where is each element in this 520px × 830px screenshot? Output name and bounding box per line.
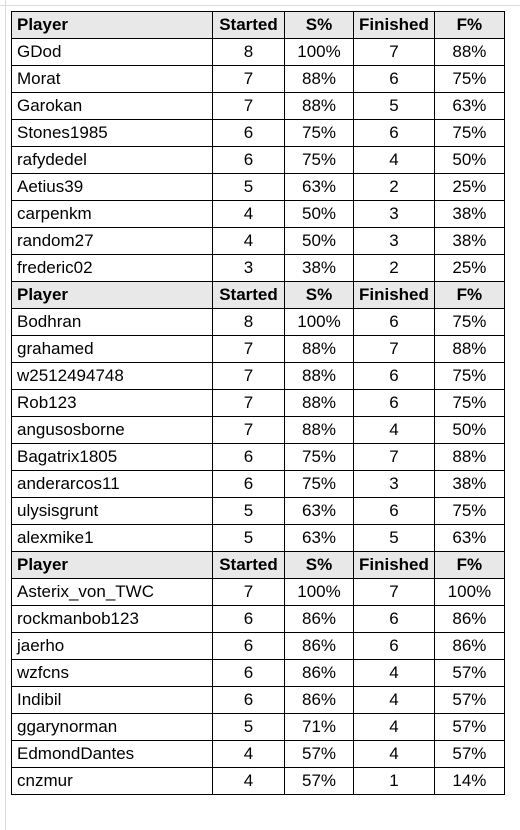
started-cell[interactable]: 4 — [213, 741, 285, 768]
table-row — [12, 498, 505, 525]
player-name-cell[interactable]: Rob123 — [12, 390, 213, 417]
finished-cell[interactable]: 3 — [354, 201, 435, 228]
header-s-pct[interactable]: S% — [285, 282, 354, 309]
header-f-pct[interactable]: F% — [434, 282, 504, 309]
header-f-pct[interactable]: F% — [434, 12, 504, 39]
finished-cell[interactable]: 7 — [354, 336, 435, 363]
s-pct-cell[interactable]: 75% — [285, 444, 354, 471]
s-pct-cell[interactable]: 75% — [285, 120, 354, 147]
header-started[interactable]: Started — [213, 552, 285, 579]
table-row — [12, 66, 505, 93]
s-pct-cell[interactable]: 63% — [285, 525, 354, 552]
finished-cell[interactable]: 5 — [354, 525, 435, 552]
sheet-gridline — [5, 0, 6, 830]
f-pct-cell[interactable]: 50% — [434, 417, 504, 444]
player-name-cell[interactable]: carpenkm — [12, 201, 213, 228]
s-pct-cell[interactable]: 75% — [285, 147, 354, 174]
player-name-cell[interactable]: jaerho — [12, 633, 213, 660]
f-pct-cell[interactable]: 100% — [434, 579, 504, 606]
player-name-cell[interactable]: Aetius39 — [12, 174, 213, 201]
s-pct-cell[interactable]: 88% — [285, 93, 354, 120]
player-name-cell[interactable]: cnzmur — [12, 768, 213, 795]
finished-cell[interactable]: 4 — [354, 687, 435, 714]
finished-cell[interactable]: 3 — [354, 228, 435, 255]
started-cell[interactable]: 8 — [213, 309, 285, 336]
s-pct-cell[interactable]: 88% — [285, 336, 354, 363]
player-name-cell[interactable]: Stones1985 — [12, 120, 213, 147]
header-player[interactable]: Player — [12, 552, 213, 579]
player-name-cell[interactable]: rockmanbob123 — [12, 606, 213, 633]
started-cell[interactable]: 5 — [213, 525, 285, 552]
finished-cell[interactable]: 2 — [354, 255, 435, 282]
table-row — [12, 174, 505, 201]
player-name-cell[interactable]: angusosborne — [12, 417, 213, 444]
player-name-cell[interactable]: Bagatrix1805 — [12, 444, 213, 471]
player-name-cell[interactable]: EdmondDantes — [12, 741, 213, 768]
f-pct-cell[interactable]: 14% — [434, 768, 504, 795]
finished-cell[interactable]: 5 — [354, 93, 435, 120]
table-row — [12, 714, 505, 741]
header-s-pct[interactable]: S% — [285, 552, 354, 579]
started-cell[interactable]: 6 — [213, 147, 285, 174]
player-name-cell[interactable]: rafydedel — [12, 147, 213, 174]
table-row — [12, 363, 505, 390]
finished-cell[interactable]: 7 — [354, 579, 435, 606]
f-pct-cell[interactable]: 75% — [434, 390, 504, 417]
table-row — [12, 471, 505, 498]
table-row — [12, 147, 505, 174]
table-row — [12, 255, 505, 282]
f-pct-cell[interactable]: 86% — [434, 606, 504, 633]
header-player[interactable]: Player — [12, 12, 213, 39]
f-pct-cell[interactable]: 57% — [434, 741, 504, 768]
started-cell[interactable]: 7 — [213, 390, 285, 417]
f-pct-cell[interactable]: 88% — [434, 39, 504, 66]
started-cell[interactable]: 5 — [213, 714, 285, 741]
player-stats-table — [11, 11, 505, 795]
finished-cell[interactable]: 7 — [354, 39, 435, 66]
f-pct-cell[interactable]: 75% — [434, 363, 504, 390]
f-pct-cell[interactable]: 75% — [434, 66, 504, 93]
table-row — [12, 309, 505, 336]
player-name-cell[interactable]: wzfcns — [12, 660, 213, 687]
f-pct-cell[interactable]: 57% — [434, 687, 504, 714]
s-pct-cell[interactable]: 86% — [285, 660, 354, 687]
f-pct-cell[interactable]: 25% — [434, 174, 504, 201]
player-name-cell[interactable]: w2512494748 — [12, 363, 213, 390]
table-row — [12, 228, 505, 255]
started-cell[interactable]: 6 — [213, 687, 285, 714]
s-pct-cell[interactable]: 38% — [285, 255, 354, 282]
s-pct-cell[interactable]: 88% — [285, 363, 354, 390]
f-pct-cell[interactable]: 88% — [434, 336, 504, 363]
started-cell[interactable]: 4 — [213, 201, 285, 228]
table-row — [12, 741, 505, 768]
s-pct-cell[interactable]: 63% — [285, 498, 354, 525]
table-row — [12, 444, 505, 471]
f-pct-cell[interactable]: 57% — [434, 714, 504, 741]
s-pct-cell[interactable]: 86% — [285, 633, 354, 660]
f-pct-cell[interactable]: 75% — [434, 120, 504, 147]
f-pct-cell[interactable]: 88% — [434, 444, 504, 471]
started-cell[interactable]: 5 — [213, 174, 285, 201]
s-pct-cell[interactable]: 57% — [285, 741, 354, 768]
s-pct-cell[interactable]: 75% — [285, 471, 354, 498]
finished-cell[interactable]: 6 — [354, 633, 435, 660]
f-pct-cell[interactable]: 57% — [434, 660, 504, 687]
table-row — [12, 336, 505, 363]
header-started[interactable]: Started — [213, 282, 285, 309]
finished-cell[interactable]: 6 — [354, 66, 435, 93]
header-finished[interactable]: Finished — [354, 282, 435, 309]
started-cell[interactable]: 7 — [213, 336, 285, 363]
table-row — [12, 390, 505, 417]
started-cell[interactable]: 8 — [213, 39, 285, 66]
header-finished[interactable]: Finished — [354, 12, 435, 39]
started-cell[interactable]: 6 — [213, 120, 285, 147]
s-pct-cell[interactable]: 50% — [285, 228, 354, 255]
finished-cell[interactable]: 1 — [354, 768, 435, 795]
table-row — [12, 93, 505, 120]
s-pct-cell[interactable]: 88% — [285, 417, 354, 444]
f-pct-cell[interactable]: 38% — [434, 201, 504, 228]
header-f-pct[interactable]: F% — [434, 552, 504, 579]
table-row — [12, 120, 505, 147]
sheet-gridline — [0, 5, 520, 6]
s-pct-cell[interactable]: 100% — [285, 579, 354, 606]
s-pct-cell[interactable]: 100% — [285, 309, 354, 336]
table-row — [12, 579, 505, 606]
f-pct-cell[interactable]: 38% — [434, 228, 504, 255]
finished-cell[interactable]: 6 — [354, 390, 435, 417]
player-name-cell[interactable]: anderarcos11 — [12, 471, 213, 498]
started-cell[interactable]: 6 — [213, 660, 285, 687]
player-name-cell[interactable]: Indibil — [12, 687, 213, 714]
f-pct-cell[interactable]: 86% — [434, 633, 504, 660]
started-cell[interactable]: 6 — [213, 606, 285, 633]
finished-cell[interactable]: 6 — [354, 120, 435, 147]
finished-cell[interactable]: 4 — [354, 714, 435, 741]
table-row — [12, 201, 505, 228]
finished-cell[interactable]: 2 — [354, 174, 435, 201]
f-pct-cell[interactable]: 75% — [434, 498, 504, 525]
s-pct-cell[interactable]: 88% — [285, 66, 354, 93]
player-name-cell[interactable]: random27 — [12, 228, 213, 255]
table-row — [12, 606, 505, 633]
started-cell[interactable]: 7 — [213, 66, 285, 93]
started-cell[interactable]: 6 — [213, 471, 285, 498]
s-pct-cell[interactable]: 71% — [285, 714, 354, 741]
finished-cell[interactable]: 6 — [354, 363, 435, 390]
started-cell[interactable]: 6 — [213, 444, 285, 471]
player-name-cell[interactable]: Asterix_von_TWC — [12, 579, 213, 606]
f-pct-cell[interactable]: 63% — [434, 93, 504, 120]
finished-cell[interactable]: 4 — [354, 741, 435, 768]
header-row — [12, 282, 505, 309]
started-cell[interactable]: 4 — [213, 768, 285, 795]
f-pct-cell[interactable]: 50% — [434, 147, 504, 174]
header-started[interactable]: Started — [213, 12, 285, 39]
player-name-cell[interactable]: Garokan — [12, 93, 213, 120]
s-pct-cell[interactable]: 86% — [285, 687, 354, 714]
player-name-cell[interactable]: ggarynorman — [12, 714, 213, 741]
started-cell[interactable]: 7 — [213, 579, 285, 606]
s-pct-cell[interactable]: 63% — [285, 174, 354, 201]
finished-cell[interactable]: 4 — [354, 147, 435, 174]
started-cell[interactable]: 5 — [213, 498, 285, 525]
header-row — [12, 12, 505, 39]
finished-cell[interactable]: 7 — [354, 444, 435, 471]
s-pct-cell[interactable]: 100% — [285, 39, 354, 66]
finished-cell[interactable]: 4 — [354, 417, 435, 444]
f-pct-cell[interactable]: 75% — [434, 309, 504, 336]
header-s-pct[interactable]: S% — [285, 12, 354, 39]
finished-cell[interactable]: 3 — [354, 471, 435, 498]
started-cell[interactable]: 6 — [213, 633, 285, 660]
table-row — [12, 633, 505, 660]
player-name-cell[interactable]: GDod — [12, 39, 213, 66]
started-cell[interactable]: 7 — [213, 417, 285, 444]
header-player[interactable]: Player — [12, 282, 213, 309]
started-cell[interactable]: 7 — [213, 363, 285, 390]
finished-cell[interactable]: 4 — [354, 660, 435, 687]
s-pct-cell[interactable]: 50% — [285, 201, 354, 228]
s-pct-cell[interactable]: 86% — [285, 606, 354, 633]
header-finished[interactable]: Finished — [354, 552, 435, 579]
started-cell[interactable]: 4 — [213, 228, 285, 255]
player-name-cell[interactable]: Morat — [12, 66, 213, 93]
table-row — [12, 39, 505, 66]
f-pct-cell[interactable]: 38% — [434, 471, 504, 498]
player-name-cell[interactable]: frederic02 — [12, 255, 213, 282]
player-name-cell[interactable]: Bodhran — [12, 309, 213, 336]
s-pct-cell[interactable]: 57% — [285, 768, 354, 795]
finished-cell[interactable]: 6 — [354, 309, 435, 336]
player-name-cell[interactable]: grahamed — [12, 336, 213, 363]
header-row — [12, 552, 505, 579]
table-row — [12, 768, 505, 795]
started-cell[interactable]: 7 — [213, 93, 285, 120]
table-row — [12, 660, 505, 687]
table-row — [12, 417, 505, 444]
finished-cell[interactable]: 6 — [354, 498, 435, 525]
player-name-cell[interactable]: alexmike1 — [12, 525, 213, 552]
table-row — [12, 687, 505, 714]
s-pct-cell[interactable]: 88% — [285, 390, 354, 417]
started-cell[interactable]: 3 — [213, 255, 285, 282]
f-pct-cell[interactable]: 25% — [434, 255, 504, 282]
finished-cell[interactable]: 6 — [354, 606, 435, 633]
f-pct-cell[interactable]: 63% — [434, 525, 504, 552]
table-row — [12, 525, 505, 552]
player-name-cell[interactable]: ulysisgrunt — [12, 498, 213, 525]
